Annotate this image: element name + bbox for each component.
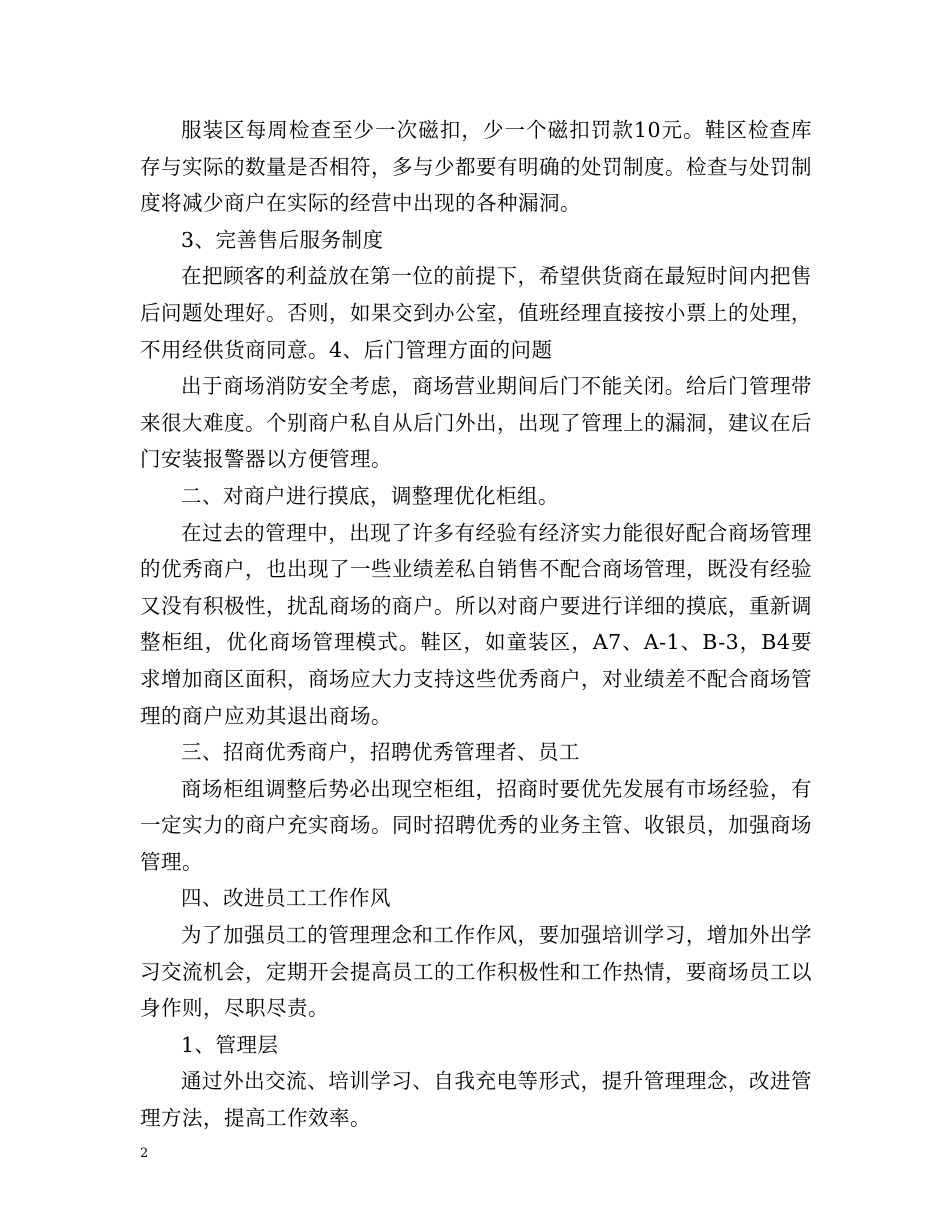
heading-recruit-merchants: 三、招商优秀商户，招聘优秀管理者、员工 bbox=[181, 740, 580, 765]
paragraph-back-door-management: 出于商场消防安全考虑，商场营业期间后门不能关闭。给后门管理带来很大难度。个别商户私自从后门外出，出现了管理上的漏洞，建议在后门安装报警器以方便管理。 bbox=[140, 374, 812, 472]
paragraph-magnetic-buckle-inspection: 服装区每周检查至少一次磁扣，少一个磁扣罚款10元。鞋区检查库存与实际的数量是否相符，多与少都要有明确的处罚制度。检查与处罚制度将减少商户在实际的经营中出现的各种漏洞。 bbox=[140, 118, 812, 216]
heading-after-sales-service: 3、完善售后服务制度 bbox=[181, 227, 384, 252]
paragraph-after-sales-service: 在把顾客的利益放在第一位的前提下，希望供货商在最短时间内把售后问题处理好。否则，如果交到办公室，值班经理直接按小票上的处理，不用经供货商同意。4、后门管理方面的问题 bbox=[140, 264, 812, 362]
paragraph-improve-work-style: 为了加强员工的管理理念和工作作风，要加强培训学习，增加外出学习交流机会，定期开会提高员工的工作积极性和工作热情，要商场员工以身作则，尽职尽责。 bbox=[140, 923, 812, 1021]
paragraph-recruit-merchants: 商场柜组调整后势必出现空柜组，招商时要优先发展有市场经验，有一定实力的商户充实商场。同时招聘优秀的业务主管、收银员，加强商场管理。 bbox=[140, 776, 812, 874]
paragraph-management-level: 通过外出交流、培训学习、自我充电等形式，提升管理理念，改进管理方法，提高工作效率。 bbox=[140, 1069, 812, 1131]
paragraph-merchant-survey: 在过去的管理中，出现了许多有经验有经济实力能很好配合商场管理的优秀商户，也出现了一些业绩差私自销售不配合商场管理，既没有经验又没有积极性，扰乱商场的商户。所以对商户要进行详细的摸底，重新调整柜组，优化商场管理模式。鞋区，如童装区，A7、A-1、B-3，B4要求增加商区面积，商场应大力支持这些优秀商户，对业绩差不配合商场管理的商户应劝其退出商场。 bbox=[140, 520, 812, 728]
document-body bbox=[140, 112, 812, 1137]
page-number: 2 bbox=[140, 1146, 149, 1161]
heading-merchant-survey: 二、对商户进行摸底，调整理优化柜组。 bbox=[181, 483, 559, 508]
heading-improve-work-style: 四、改进员工工作作风 bbox=[181, 886, 391, 911]
heading-management-level: 1、管理层 bbox=[181, 1032, 279, 1057]
